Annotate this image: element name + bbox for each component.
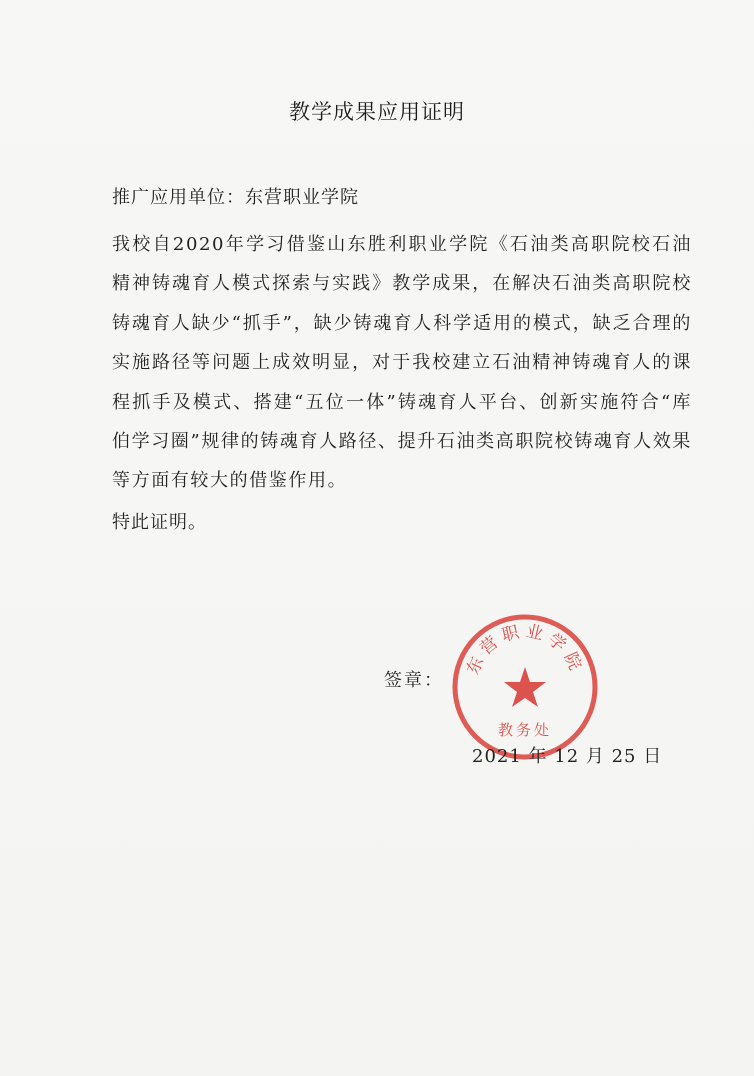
body-paragraph (112, 225, 692, 501)
document-title: 教学成果应用证明 (289, 100, 465, 124)
promotion-unit-line: 推广应用单位：东营职业学院 (112, 187, 359, 208)
seal-star-icon (504, 667, 546, 707)
seal-arc-text: 东营职业学院 (463, 621, 587, 678)
signature-label: 签章： (384, 670, 444, 691)
body-text: 我校自2020年学习借鉴山东胜利职业学院《石油类高职院校石油精神铸魂育人模式探索与实践》教学成果，在解决石油类高职院校铸魂育人缺少“抓手”，缺少铸魂育人科学适用的模式，缺乏合理的实施路径等问题上成效明显，对于我校建立石油精神铸魂育人的课程抓手及模式、搭建“五位一体”铸魂育人平台、创新实施符合“库伯学习圈”规律的铸魂育人路径、提升石油类高职院校铸魂育人效果等方面有较大的借鉴作用。 (112, 234, 692, 492)
document-date: 2021 年 12 月 25 日 (472, 746, 663, 767)
closing-text: 特此证明。 (112, 512, 207, 533)
seal-bottom-text: 教务处 (497, 721, 553, 739)
official-seal (449, 611, 601, 763)
